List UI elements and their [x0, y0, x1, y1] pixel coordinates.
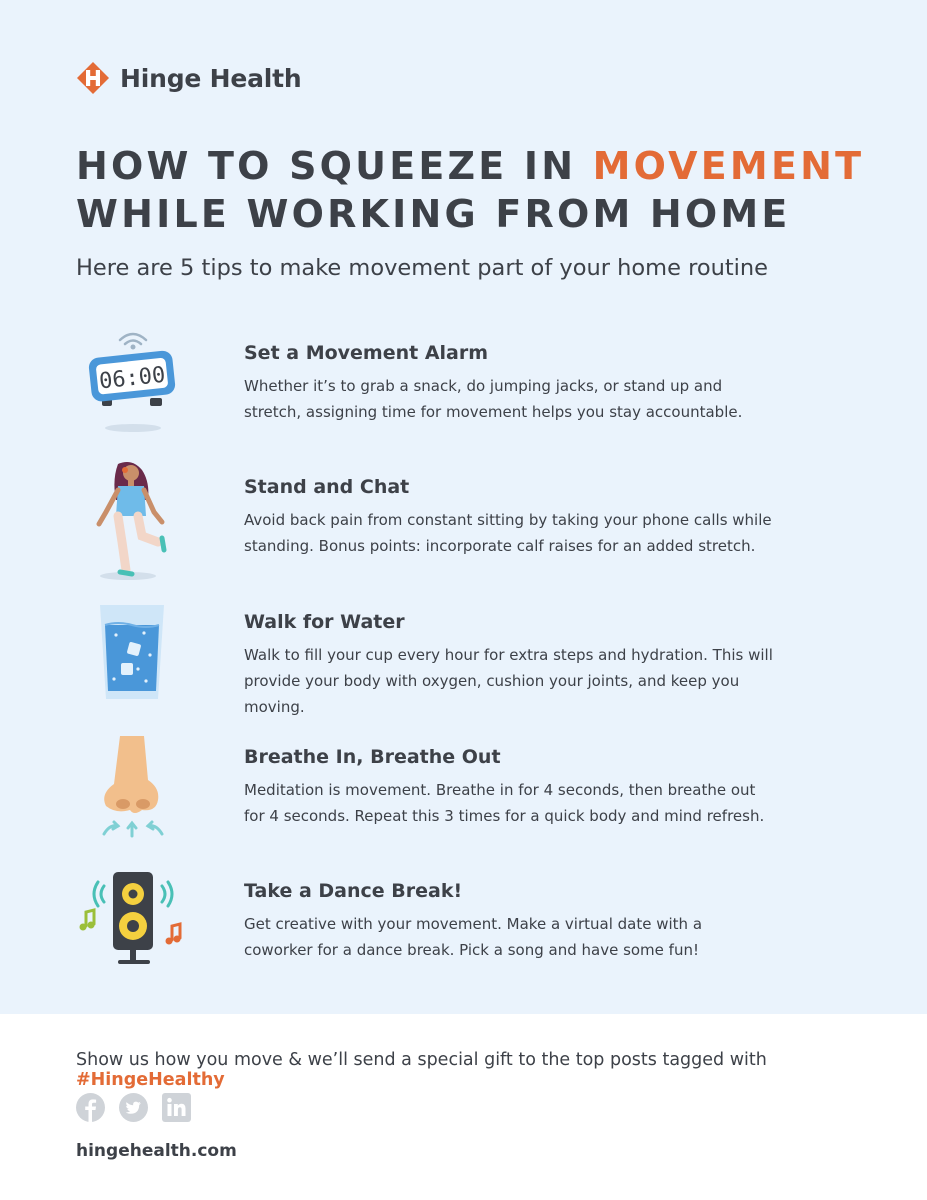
hinge-logo-icon	[76, 61, 110, 95]
page-subtitle: Here are 5 tips to make movement part of your home routine	[76, 255, 769, 281]
website-link[interactable]: hingehealth.com	[76, 1141, 237, 1161]
brand-logo[interactable]	[76, 60, 302, 96]
water-glass-icon	[76, 595, 196, 715]
facebook-icon[interactable]	[76, 1093, 105, 1122]
nose-breathing-icon	[76, 730, 196, 850]
tip-item	[0, 730, 927, 850]
linkedin-icon[interactable]	[162, 1093, 191, 1122]
social-links	[76, 1093, 191, 1122]
tip-description: Get creative with your movement. Make a virtual date with a coworker for a dance break. Pick a song and have some fun!	[244, 915, 703, 959]
tip-description: Whether it’s to grab a snack, do jumping jacks, or stand up and stretch, assigning time for movement helps you stay accountable.	[244, 377, 743, 421]
hashtag-link[interactable]: #HingeHealthy	[76, 1070, 225, 1090]
title-accent: MOVEMENT	[592, 144, 865, 188]
footer-cta	[76, 1050, 896, 1090]
title-line1-text: HOW TO SQUEEZE IN	[76, 144, 593, 188]
tip-item	[0, 864, 927, 984]
tip-description: Avoid back pain from constant sitting by taking your phone calls while standing. Bonus points: incorporate calf raises for an added stretch.	[244, 511, 772, 555]
title-line2-text: WHILE WORKING FROM HOME	[76, 192, 791, 236]
tip-item	[0, 595, 927, 715]
tip-title: Take a Dance Break!	[244, 880, 463, 902]
tip-title: Walk for Water	[244, 611, 405, 633]
tip-item	[0, 460, 927, 580]
speaker-music-icon	[76, 864, 196, 984]
tip-item	[0, 326, 927, 446]
tip-title: Breathe In, Breathe Out	[244, 746, 501, 768]
tip-title: Stand and Chat	[244, 476, 410, 498]
alarm-clock-icon	[76, 326, 196, 446]
page-title	[76, 142, 876, 238]
twitter-icon[interactable]	[119, 1093, 148, 1122]
standing-woman-icon	[76, 460, 196, 580]
alarm-time-display: 06:00	[98, 362, 167, 395]
tip-description: Walk to fill your cup every hour for extra steps and hydration. This will provide your body with oxygen, cushion your joints, and keep you moving.	[244, 646, 773, 716]
brand-name: Hinge Health	[120, 63, 302, 93]
tip-description: Meditation is movement. Breathe in for 4 seconds, then breathe out for 4 seconds. Repeat this 3 times for a quick body and mind refresh.	[244, 781, 765, 825]
tip-title: Set a Movement Alarm	[244, 342, 489, 364]
footer-cta-text: Show us how you move & we’ll send a special gift to the top posts tagged with	[76, 1050, 767, 1070]
